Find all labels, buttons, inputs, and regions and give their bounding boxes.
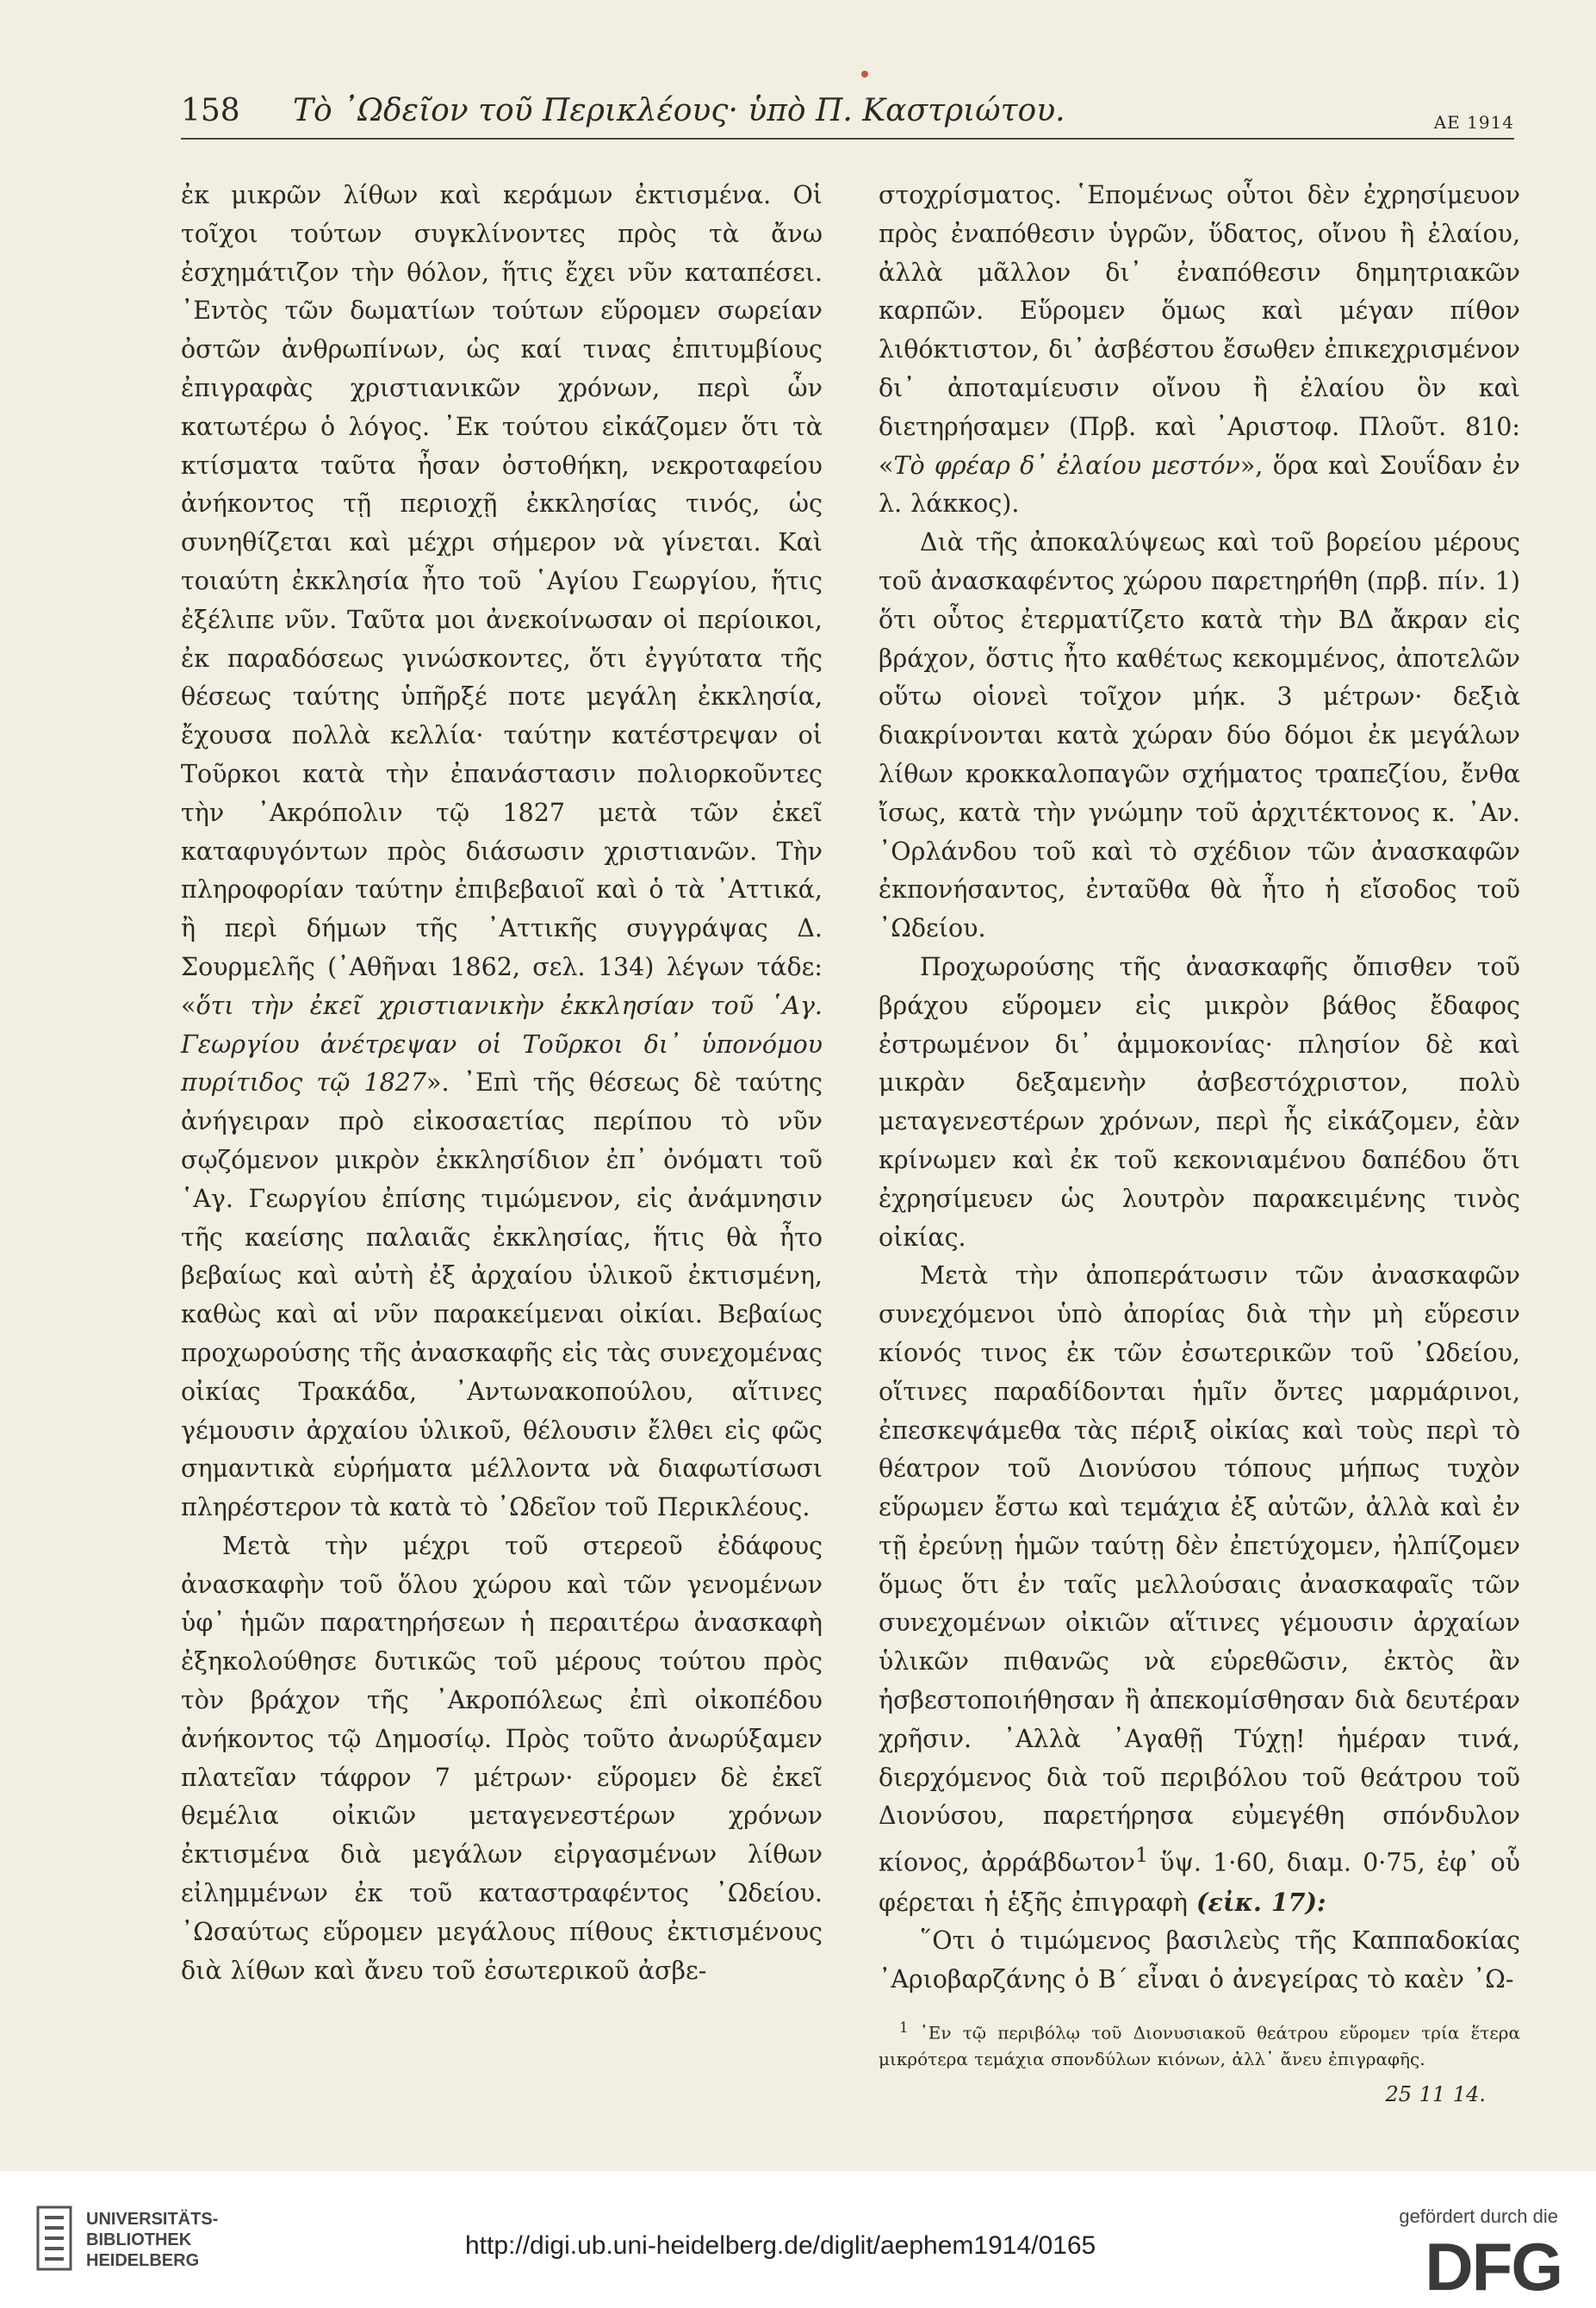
- right-column: [879, 177, 1520, 2106]
- figure-ref: (εἰκ. 17):: [1196, 1887, 1326, 1917]
- footnote: [879, 2015, 1520, 2072]
- running-title: Τὸ ᾿Ωδεῖον τοῦ Περικλέους· ὑπὸ Π. Καστριώτου.: [293, 93, 1065, 128]
- page-number: 158: [181, 93, 240, 128]
- digitization-footer: [0, 2171, 1596, 2308]
- paragraph: Μετὰ τὴν μέχρι τοῦ στερεοῦ ἐδάφους ἀνασκαφὴν τοῦ ὅλου χώρου καὶ τῶν γενομένων ὑφ᾿ ἡμῶν παρατηρήσεων ἡ περαιτέρω ἀνασκαφὴ ἐξηκολούθησε δυτικῶς τοῦ μέρους τούτου πρὸς τὸν βράχον τῆς ᾿Ακροπόλεως ἐπὶ οἰκοπέδου ἀνήκοντος τῷ Δημοσίῳ. Πρὸς τοῦτο ἀνωρύξαμεν πλατεῖαν τάφρον 7 μέτρων· εὕρομεν δὲ ἐκεῖ θεμέλια οἰκιῶν μεταγενεστέρων χρόνων ἐκτισμένα διὰ μεγάλων εἰργασμένων λίθων εἰλημμένων ἐκ τοῦ καταστραφέντος ᾿Ωδείου. ᾿Ωσαύτως εὕρομεν μεγάλους πίθους ἐκτισμένους διὰ λίθων καὶ ἄνευ τοῦ ἐσωτερικοῦ ἀσβε-: [181, 1531, 823, 1985]
- paragraph: στοχρίσματος. ῾Επομένως οὗτοι δὲν ἐχρησίμευον πρὸς ἐναπόθεσιν ὑγρῶν, ὕδατος, οἴνου ἢ ἐλαίου, ἀλλὰ μᾶλλον δι᾿ ἐναπόθεσιν δημητριακῶν καρπῶν. Εὕρομεν ὅμως καὶ μέγαν πίθον λιθόκτιστον, δι᾿ ἀσβέστου ἔσωθεν ἐπικεχρισμένον δι᾿ ἀποταμίευσιν οἴνου ἢ ἐλαίου ὃν καὶ διετηρήσαμεν (Πρβ. καὶ ᾿Αριστοφ. Πλοῦτ. 810: «Τὸ φρέαρ δ᾿ ἐλαίου μεστόν», ὅρα καὶ Σουΐδαν ἐν λ. λάκκος).: [879, 181, 1520, 519]
- left-column: [181, 177, 823, 1986]
- page-header: [181, 93, 1514, 140]
- permalink[interactable]: http://digi.ub.uni-heidelberg.de/diglit/aephem1914/0165: [465, 2231, 1096, 2260]
- footnote-date: 25 11 14.: [1385, 2081, 1486, 2106]
- sponsor-label: gefördert durch die: [1399, 2205, 1558, 2227]
- paragraph: ῞Οτι ὁ τιμώμενος βασιλεὺς τῆς Καππαδοκίας ᾿Αριοβαρζάνης ὁ Β´ εἶναι ὁ ἀνεγείρας τὸ καὲν ᾿Ω-: [879, 1926, 1520, 1994]
- ink-mark: [861, 71, 868, 78]
- paragraph: ἐκ μικρῶν λίθων καὶ κεράμων ἐκτισμένα. Οἱ τοῖχοι τούτων συγκλίνοντες πρὸς τὰ ἄνω ἐσχημάτιζον τὴν θόλον, ἥτις ἔχει νῦν καταπέσει. ᾿Εντὸς τῶν δωματίων τούτων εὕρομεν σωρείαν ὀστῶν ἀνθρωπίνων, ὡς καί τινας ἐπιτυμβίους ἐπιγραφὰς χριστιανικῶν χρόνων, περὶ ὧν κατωτέρω ὁ λόγος. ᾿Εκ τούτου εἰκάζομεν ὅτι τὰ κτίσματα ταῦτα ἦσαν ὀστοθήκη, νεκροταφείου ἀνήκοντος τῇ περιοχῇ ἐκκλησίας τινός, ὡς συνηθίζεται καὶ μέχρι σήμερον νὰ γίνεται. Καὶ τοιαύτη ἐκκλησία ἦτο τοῦ ῾Αγίου Γεωργίου, ἥτις ἐξέλιπε νῦν. Ταῦτα μοι ἀνεκοίνωσαν οἱ περίοικοι, ἐκ παραδόσεως γινώσκοντες, ὅτι ἐγγύτατα τῆς θέσεως ταύτης ὑπῆρξέ ποτε μεγάλη ἐκκλησία, ἔχουσα πολλὰ κελλία· ταύτην κατέστρεψαν οἱ Τοῦρκοι κατὰ τὴν ἐπανάστασιν πολιορκοῦντες τὴν ᾿Ακρόπολιν τῷ 1827 μετὰ τῶν ἐκεῖ καταφυγόντων πρὸς διάσωσιν χριστιανῶν. Τὴν πληροφορίαν ταύτην ἐπιβεβαιοῖ καὶ ὁ τὰ ᾿Αττικά, ἢ περὶ δήμων τῆς ᾿Αττικῆς συγγράψας Δ. Σουρμελῆς (᾿Αθῆναι 1862, σελ. 134) λέγων τάδε: «ὅτι τὴν ἐκεῖ χριστιανικὴν ἐκκλησίαν τοῦ ῾Αγ. Γεωργίου ἀνέτρεψαν οἱ Τοῦρκοι δι᾿ ὑπονόμου πυρίτιδος τῷ 1827». ᾿Επὶ τῆς θέσεως δὲ ταύτης ἀνήγειραν πρὸ εἰκοσαετίας περίπου τὸ νῦν σῳζόμενον μικρὸν ἐκκλησίδιον ἐπ᾿ ὀνόματι τοῦ ῾Αγ. Γεωργίου ἐπίσης τιμώμενον, εἰς ἀνάμνησιν τῆς καείσης παλαιᾶς ἐκκλησίας, ἥτις θὰ ἦτο βεβαίως καὶ αὐτὴ ἐξ ἀρχαίου ὑλικοῦ ἐκτισμένη, καθὼς καὶ αἱ νῦν παρακείμεναι οἰκίαι. Βεβαίως προχωρούσης τῆς ἀνασκαφῆς εἰς τὰς συνεχομένας οἰκίας Τρακάδα, ᾿Αντωνακοπούλου, αἵτινες γέμουσιν ἀρχαίου ὑλικοῦ, θέλουσιν ἔλθει εἰς φῶς σημαντικὰ εὑρήματα μέλλοντα νὰ διαφωτίσωσι πληρέστερον τὰ κατὰ τὸ ᾿Ωδεῖον τοῦ Περικλέους.: [181, 181, 823, 1522]
- institution-name: UNIVERSITÄTS- BIBLIOTHEK HEIDELBERG: [86, 2210, 219, 2270]
- footnote-ref: 1: [1134, 1843, 1149, 1868]
- footnote-text: ᾿Εν τῷ περιβόλῳ τοῦ Διονυσιακοῦ θεάτρου εὕρομεν τρία ἕτερα μικρότερα τεμάχια σπονδύλων κιόνων, ἀλλ᾿ ἄνευ ἐπιγραφῆς.: [879, 2022, 1520, 2069]
- journal-tag: ΑΕ 1914: [1433, 112, 1514, 133]
- footnote-marker: 1: [899, 2019, 909, 2036]
- dfg-logo: DFG: [1425, 2229, 1562, 2305]
- quotation: Τὸ φρέαρ δ᾿ ἐλαίου μεστόν: [893, 451, 1240, 480]
- paragraph: Μετὰ τὴν ἀποπεράτωσιν τῶν ἀνασκαφῶν συνεχόμενοι ὑπὸ ἀπορίας διὰ τὴν μὴ εὕρεσιν κίονός τινος ἐκ τῶν ἐσωτερικῶν τοῦ ᾿Ωδείου, οἵτινες παραδίδονται ἡμῖν ὄντες μαρμάρινοι, ἐπεσκεψάμεθα τὰς πέριξ οἰκίας καὶ τοὺς περὶ τὸ θέατρον τοῦ Διονύσου τόπους μήπως τυχὸν εὕρωμεν ἔστω καὶ τεμάχια ἐξ αὐτῶν, ἀλλὰ καὶ ἐν τῇ ἐρεύνῃ ἡμῶν ταύτῃ δὲν ἐπετύχομεν, ἠλπίζομεν ὅμως ὅτι ἐν ταῖς μελλούσαις ἀνασκαφαῖς τῶν συνεχομένων οἰκιῶν αἵτινες γέμουσιν ἀρχαίων ὑλικῶν πιθανῶς νὰ εὑρεθῶσιν, ἐκτὸς ἂν ἠσβεστοποιήθησαν ἢ ἀπεκομίσθησαν διὰ δευτέραν χρῆσιν. ᾿Αλλὰ ᾿Αγαθῇ Τύχῃ! ἡμέραν τινά, διερχόμενος διὰ τοῦ περιβόλου τοῦ θεάτρου τοῦ Διονύσου, παρετήρησα εὐμεγέθη σπόνδυλον κίονος, ἀρράβδωτον$^1$ ὕψ. 1·60, διαμ. 0·75, ἐφ᾿ οὗ φέρεται ἡ ἑξῆς ἐπιγραφὴ (εἰκ. 17):: [879, 1261, 1520, 1917]
- paragraph: Προχωρούσης τῆς ἀνασκαφῆς ὄπισθεν τοῦ βράχου εὕρομεν εἰς μικρὸν βάθος ἔδαφος ἐστρωμένον δι᾿ ἀμμοκονίας· πλησίον δὲ καὶ μικρὰν δεξαμενὴν ἀσβεστόχριστον, πολὺ μεταγενεστέρων χρόνων, περὶ ἧς εἰκάζομεν, ἐὰν κρίνωμεν καὶ ἐκ τοῦ κεκονιαμένου δαπέδου ὅτι ἐχρησίμευεν ὡς λουτρὸν παρακειμένης τινὸς οἰκίας.: [879, 952, 1520, 1252]
- university-seal-icon: [34, 2204, 74, 2273]
- quotation: ὅτι τὴν ἐκεῖ χριστιανικὴν ἐκκλησίαν τοῦ ῾Αγ. Γεωργίου ἀνέτρεψαν οἱ Τοῦρκοι δι᾿ ὑπονόμου πυρίτιδος τῷ 1827: [181, 991, 823, 1098]
- paragraph: Διὰ τῆς ἀποκαλύψεως καὶ τοῦ βορείου μέρους τοῦ ἀνασκαφέντος χώρου παρετηρήθη (πρβ. πίν. 1) ὅτι οὗτος ἐτερματίζετο κατὰ τὴν ΒΔ ἄκραν εἰς βράχον, ὅστις ἦτο καθέτως κεκομμένος, ἀποτελῶν οὕτω οἱονεὶ τοῖχον μήκ. 3 μέτρων· δεξιὰ διακρίνονται κατὰ χώραν δύο δόμοι ἐκ μεγάλων λίθων κροκκαλοπαγῶν σχήματος τραπεζίου, ἔνθα ἴσως, κατὰ τὴν γνώμην τοῦ ἀρχιτέκτονος κ. ᾿Αν. ᾿Ορλάνδου τοῦ καὶ τὸ σχέδιον τῶν ἀνασκαφῶν ἐκπονήσαντος, ἐνταῦθα θὰ ἦτο ἡ εἴσοδος τοῦ ᾿Ωδείου.: [879, 528, 1520, 943]
